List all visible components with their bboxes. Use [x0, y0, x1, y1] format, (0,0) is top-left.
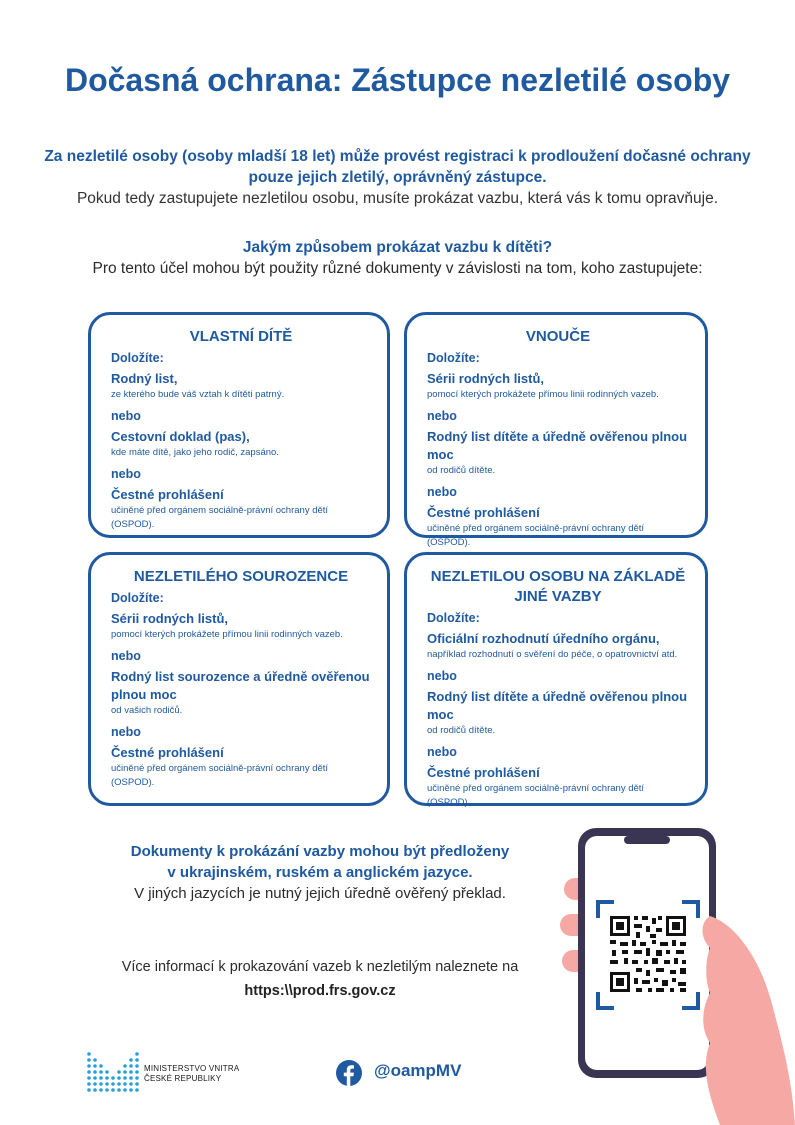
phone-notch-icon [624, 836, 670, 844]
qr-code-icon [608, 914, 688, 994]
card-title: VNOUČE [525, 328, 591, 345]
card-nebo: nebo [427, 409, 457, 423]
card-doloz: Doložíte: [111, 351, 164, 365]
card-nebo: nebo [427, 669, 457, 683]
card-item-title: Rodný list dítěte a úředně ověřenou plnou moc [427, 429, 688, 462]
card-other-relation [404, 552, 708, 806]
card-item-desc: od vašich rodičů. [111, 705, 183, 716]
card-item-title: Rodný list, [111, 371, 178, 386]
card-item-desc: kde máte dítě, jako jeho rodič, zapsáno. [111, 447, 279, 458]
card-item-title: Sérii rodných listů, [427, 371, 545, 386]
card-nebo: nebo [111, 649, 141, 663]
card-item-desc: učiněné před orgánem sociálně-právní ochrany dětí (OSPOD). [427, 783, 645, 808]
card-item-title: Rodný list sourozence a úředně ověřenou plnou moc [111, 669, 370, 702]
card-item-desc: pomocí kterých prokážete přímou linii rodinných vazeb. [427, 389, 659, 400]
card-item-title: Cestovní doklad (pas), [111, 429, 250, 444]
intro [0, 146, 795, 209]
card-doloz: Doložíte: [427, 611, 480, 625]
card-item-title: Rodný list dítěte a úředně ověřenou plnou moc [427, 689, 688, 722]
card-title: NEZLETILÉHO SOUROZENCE [133, 568, 349, 585]
card-title: NEZLETILOU OSOBU NA ZÁKLADĚ JINÉ VAZBY [430, 568, 686, 605]
ministry-logo-text [144, 1064, 239, 1084]
language-line-1: Dokumenty k prokázání vazby mohou být předloženy [130, 843, 510, 860]
intro-line-3: Pokud tedy zastupujete nezletilou osobu, musíte prokázat vazbu, která vás k tomu opravňuje. [76, 190, 719, 207]
hand-thumb-icon [703, 916, 795, 1125]
language-line-2: v ukrajinském, ruském a anglickém jazyce. [167, 864, 473, 881]
card-nebo: nebo [111, 725, 141, 739]
card-item-desc: učiněné před orgánem sociálně-právní ochrany dětí (OSPOD). [427, 523, 645, 548]
ministry-logo-line-2: ČESKÉ REPUBLIKY [144, 1074, 222, 1083]
page-title: Dočasná ochrana: Zástupce nezletilé osoby [64, 62, 731, 98]
card-item-desc: učiněné před orgánem sociálně-právní ochrany dětí (OSPOD). [111, 763, 329, 788]
card-item-title: Čestné prohlášení [111, 745, 224, 760]
more-info-link[interactable]: https:\\prod.frs.gov.cz [244, 983, 396, 999]
card-item-desc: učiněné před orgánem sociálně-právní ochrany dětí (OSPOD). [111, 505, 329, 530]
card-item-title: Sérii rodných listů, [111, 611, 229, 626]
language-note [60, 841, 580, 904]
card-item-desc: od rodičů dítěte. [427, 465, 496, 476]
card-item-title: Čestné prohlášení [427, 765, 540, 780]
more-info-text: Více informací k prokazování vazeb k nezletilým naleznete na [121, 959, 519, 975]
card-item-desc: od rodičů dítěte. [427, 725, 496, 736]
card-item-title: Čestné prohlášení [111, 487, 224, 502]
intro-line-2: pouze jejich zletilý, oprávněný zástupce. [248, 169, 547, 186]
card-item-desc: pomocí kterých prokážete přímou linii rodinných vazeb. [111, 629, 343, 640]
card-doloz: Doložíte: [427, 351, 480, 365]
card-nebo: nebo [427, 745, 457, 759]
card-doloz: Doložíte: [111, 591, 164, 605]
ministry-logo-mark-icon [86, 1048, 140, 1094]
language-line-3: V jiných jazycích je nutný jejich úředně ověřený překlad. [134, 885, 506, 902]
card-item-desc: ze kterého bude váš vztah k dítěti patrný. [111, 389, 285, 400]
question-text: Pro tento účel mohou být použity různé dokumenty v závislosti na tom, koho zastupujete: [92, 260, 703, 277]
more-info [60, 955, 580, 1003]
card-nebo: nebo [111, 467, 141, 481]
ministry-logo [86, 1048, 286, 1094]
facebook-icon [336, 1060, 362, 1086]
card-own-child [88, 312, 390, 538]
card-title: VLASTNÍ DÍTĚ [189, 328, 293, 345]
card-nebo: nebo [111, 409, 141, 423]
card-sibling [88, 552, 390, 806]
card-item-desc: například rozhodnutí o svěření do péče, o opatrovnictví atd. [427, 649, 678, 660]
card-grandchild [404, 312, 708, 548]
question-title: Jakým způsobem prokázat vazbu k dítěti? [242, 239, 553, 256]
question-section [0, 237, 795, 279]
phone-with-qr-illustration [560, 828, 795, 1125]
ministry-logo-line-1: MINISTERSTVO VNITRA [144, 1064, 240, 1073]
card-item-title: Oficiální rozhodnutí úředního orgánu, [427, 631, 660, 646]
intro-line-1: Za nezletilé osoby (osoby mladší 18 let) může provést registraci k prodloužení dočasné ochrany [44, 148, 751, 165]
card-nebo: nebo [427, 485, 457, 499]
social-handle[interactable]: @oampMV [374, 1061, 462, 1080]
card-item-title: Čestné prohlášení [427, 505, 540, 520]
